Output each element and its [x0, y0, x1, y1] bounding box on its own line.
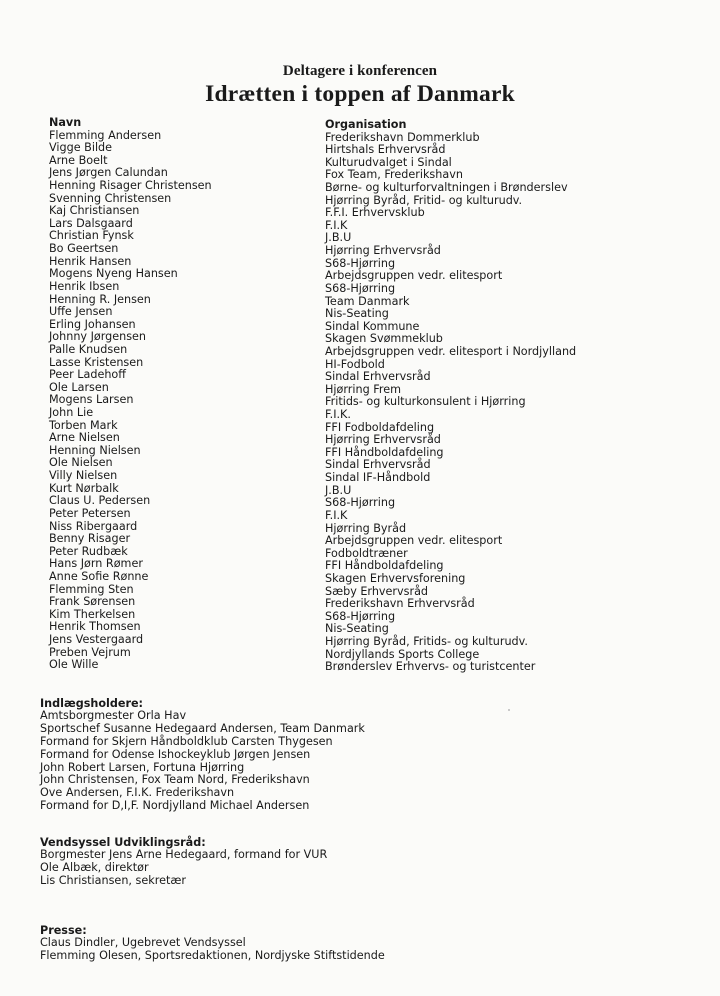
- participant-organisation: Nis-Seating: [325, 622, 389, 636]
- participant-name: Henning Risager Christensen: [49, 179, 212, 193]
- participant-organisation: Kulturudvalget i Sindal: [325, 155, 452, 169]
- participant-organisation: Fritids- og kulturkonsulent i Hjørring: [325, 395, 526, 409]
- participant-name: Henrik Hansen: [49, 254, 132, 268]
- vur-list: [40, 849, 700, 888]
- participant-organisation: S68-Hjørring: [325, 609, 396, 623]
- participant-organisation: Arbejdsgruppen vedr. elitesport i Nordjylland: [325, 344, 577, 358]
- participant-name: Jens Jørgen Calundan: [49, 166, 168, 180]
- participant-name: Erling Johansen: [49, 317, 136, 331]
- participant-organisation: F.F.I. Erhvervsklub: [325, 206, 425, 220]
- participant-name: Claus U. Pedersen: [49, 494, 151, 508]
- participant-organisation: Sindal IF-Håndbold: [325, 471, 431, 485]
- participant-name: Kaj Christiansen: [49, 204, 140, 218]
- participant-organisation: Nis-Seating: [325, 307, 389, 321]
- participant-organisation: Arbejdsgruppen vedr. elitesport: [325, 534, 503, 548]
- participant-name: Niss Ribergaard: [49, 519, 138, 533]
- participant-name: Hans Jørn Rømer: [49, 557, 143, 571]
- participant-organisation: HI-Fodbold: [325, 357, 385, 371]
- speaker-item: Amtsborgmester Orla Hav: [40, 709, 187, 722]
- participant-organisation: Frederikshavn Dommerklub: [325, 130, 480, 144]
- participant-organisation: Frederikshavn Erhvervsråd: [325, 597, 475, 611]
- vur-member: Borgmester Jens Arne Hedegaard, formand for VUR: [40, 848, 328, 861]
- organisations-heading: Organisation: [325, 118, 407, 131]
- participant-name: Arne Nielsen: [49, 431, 120, 445]
- press-heading: Presse:: [40, 924, 87, 937]
- participant-name: Preben Vejrum: [49, 645, 131, 659]
- participant-organisation: S68-Hjørring: [325, 496, 396, 510]
- vur-member: Ole Albæk, direktør: [40, 860, 149, 874]
- participant-name: Henning Nielsen: [49, 443, 141, 457]
- participant-name: Johnny Jørgensen: [49, 330, 147, 344]
- participant-name: Ole Larsen: [49, 380, 109, 394]
- participant-organisation: Hjørring Erhvervsråd: [325, 433, 441, 447]
- participant-organisation: Fox Team, Frederikshavn: [325, 168, 463, 182]
- participant-name: Bo Geertsen: [49, 242, 119, 256]
- press-member: Claus Dindler, Ugebrevet Vendsyssel: [40, 936, 246, 949]
- participant-name: Palle Knudsen: [49, 342, 128, 356]
- participant-name: Peter Petersen: [49, 506, 131, 520]
- participant-name: Kurt Nørbalk: [49, 481, 119, 495]
- participant-organisation: Hirtshals Erhvervsråd: [325, 143, 446, 157]
- organisations-column: [325, 119, 715, 674]
- press-member: Flemming Olesen, Sportsredaktionen, Nordjyske Stiftstidende: [40, 948, 385, 962]
- participant-name: Ole Wille: [49, 658, 99, 672]
- press-section: [40, 924, 700, 963]
- participant-name: Anne Sofie Rønne: [49, 569, 149, 583]
- document-title: Idrætten i toppen af Danmark: [205, 81, 515, 107]
- participant-organisation: Skagen Erhvervsforening: [325, 571, 466, 585]
- participant-name: Villy Nielsen: [49, 469, 118, 483]
- participant-organisation: Team Danmark: [325, 294, 410, 308]
- participant-organisation: Sæby Erhvervsråd: [325, 584, 429, 598]
- participant-organisation: Hjørring Byråd: [325, 521, 407, 535]
- scan-speck: [508, 709, 510, 711]
- participant-organisation: Sindal Erhvervsråd: [325, 458, 431, 472]
- participant-name: Uffe Jensen: [49, 305, 113, 319]
- participant-organisation: F.I.K.: [325, 408, 351, 422]
- participant-name: Frank Sørensen: [49, 595, 136, 609]
- vur-member: Lis Christiansen, sekretær: [40, 873, 186, 887]
- participant-organisation: FFI Fodboldafdeling: [325, 420, 435, 434]
- participant-organisation: Nordjyllands Sports College: [325, 647, 480, 661]
- participant-organisation: Skagen Svømmeklub: [325, 332, 443, 346]
- participant-organisation: F.I.K: [325, 218, 348, 232]
- participant-organisation: J.B.U: [325, 231, 352, 245]
- speaker-item: Formand for Odense Ishockeyklub Jørgen Jensen: [40, 747, 311, 761]
- participant-name: Torben Mark: [49, 418, 118, 432]
- press-list: [40, 937, 700, 963]
- participant-organisation: Hjørring Byråd, Fritids- og kulturudv.: [325, 634, 528, 648]
- participant-name: Vigge Bilde: [49, 141, 113, 155]
- participant-name: Flemming Sten: [49, 582, 134, 596]
- participant-name: John Lie: [49, 406, 94, 420]
- participant-organisation: Fodboldtræner: [325, 546, 408, 560]
- participant-organisation: FFI Håndboldafdeling: [325, 445, 444, 459]
- participant-name: Benny Risager: [49, 532, 131, 546]
- participant-name: Jens Vestergaard: [49, 632, 144, 646]
- participant-organisation: Hjørring Erhvervsråd: [325, 244, 441, 258]
- participant-name: Ole Nielsen: [49, 456, 113, 470]
- speaker-item: John Christensen, Fox Team Nord, Frederikshavn: [40, 773, 310, 787]
- vur-heading: Vendsyssel Udviklingsråd:: [40, 836, 206, 849]
- participant-name: Kim Therkelsen: [49, 607, 136, 621]
- organisations-list: [325, 132, 715, 674]
- document-subtitle: Deltagere i konferencen: [282, 63, 438, 79]
- participant-organisation: Hjørring Byråd, Fritid- og kulturudv.: [325, 193, 523, 207]
- participant-organisation: J.B.U: [325, 483, 352, 497]
- participant-organisation: Hjørring Frem: [325, 382, 401, 396]
- participant-name: Lasse Kristensen: [49, 355, 144, 369]
- participant-name: Svenning Christensen: [49, 191, 172, 205]
- speakers-heading: Indlægsholdere:: [40, 697, 144, 710]
- names-column: [49, 117, 319, 672]
- participant-name: Peer Ladehoff: [49, 368, 126, 382]
- participant-name: Lars Dalsgaard: [49, 216, 133, 230]
- speaker-item: Formand for D,I,F. Nordjylland Michael Andersen: [40, 799, 310, 813]
- participant-name: Mogens Larsen: [49, 393, 134, 407]
- participant-organisation: S68-Hjørring: [325, 256, 396, 270]
- speaker-item: Ove Andersen, F.I.K. Frederikshavn: [40, 786, 235, 800]
- participant-name: Flemming Andersen: [49, 128, 162, 142]
- participant-organisation: F.I.K: [325, 508, 348, 522]
- participant-organisation: Arbejdsgruppen vedr. elitesport: [325, 269, 503, 283]
- names-list: [49, 130, 319, 672]
- participant-name: Henrik Thomsen: [49, 620, 141, 634]
- names-heading: Navn: [49, 116, 82, 129]
- participant-organisation: S68-Hjørring: [325, 281, 396, 295]
- speaker-item: Formand for Skjern Håndboldklub Carsten Thygesen: [40, 734, 333, 748]
- participant-name: Christian Fynsk: [49, 229, 134, 243]
- speaker-item: Sportschef Susanne Hedegaard Andersen, Team Danmark: [40, 721, 365, 735]
- vur-section: [40, 836, 700, 888]
- participant-name: Arne Boelt: [49, 153, 108, 167]
- participant-name: Peter Rudbæk: [49, 544, 128, 558]
- speakers-list: [40, 710, 700, 813]
- participant-organisation: Sindal Kommune: [325, 319, 420, 333]
- speakers-section: [40, 697, 700, 813]
- participant-name: Mogens Nyeng Hansen: [49, 267, 178, 281]
- participant-name: Henning R. Jensen: [49, 292, 151, 306]
- participant-organisation: Børne- og kulturforvaltningen i Brønderslev: [325, 181, 568, 195]
- participant-organisation: Brønderslev Erhvervs- og turistcenter: [325, 660, 536, 674]
- participant-organisation: Sindal Erhvervsråd: [325, 370, 431, 384]
- participant-organisation: FFI Håndboldafdeling: [325, 559, 444, 573]
- speaker-item: John Robert Larsen, Fortuna Hjørring: [40, 760, 245, 774]
- participant-name: Henrik Ibsen: [49, 279, 120, 293]
